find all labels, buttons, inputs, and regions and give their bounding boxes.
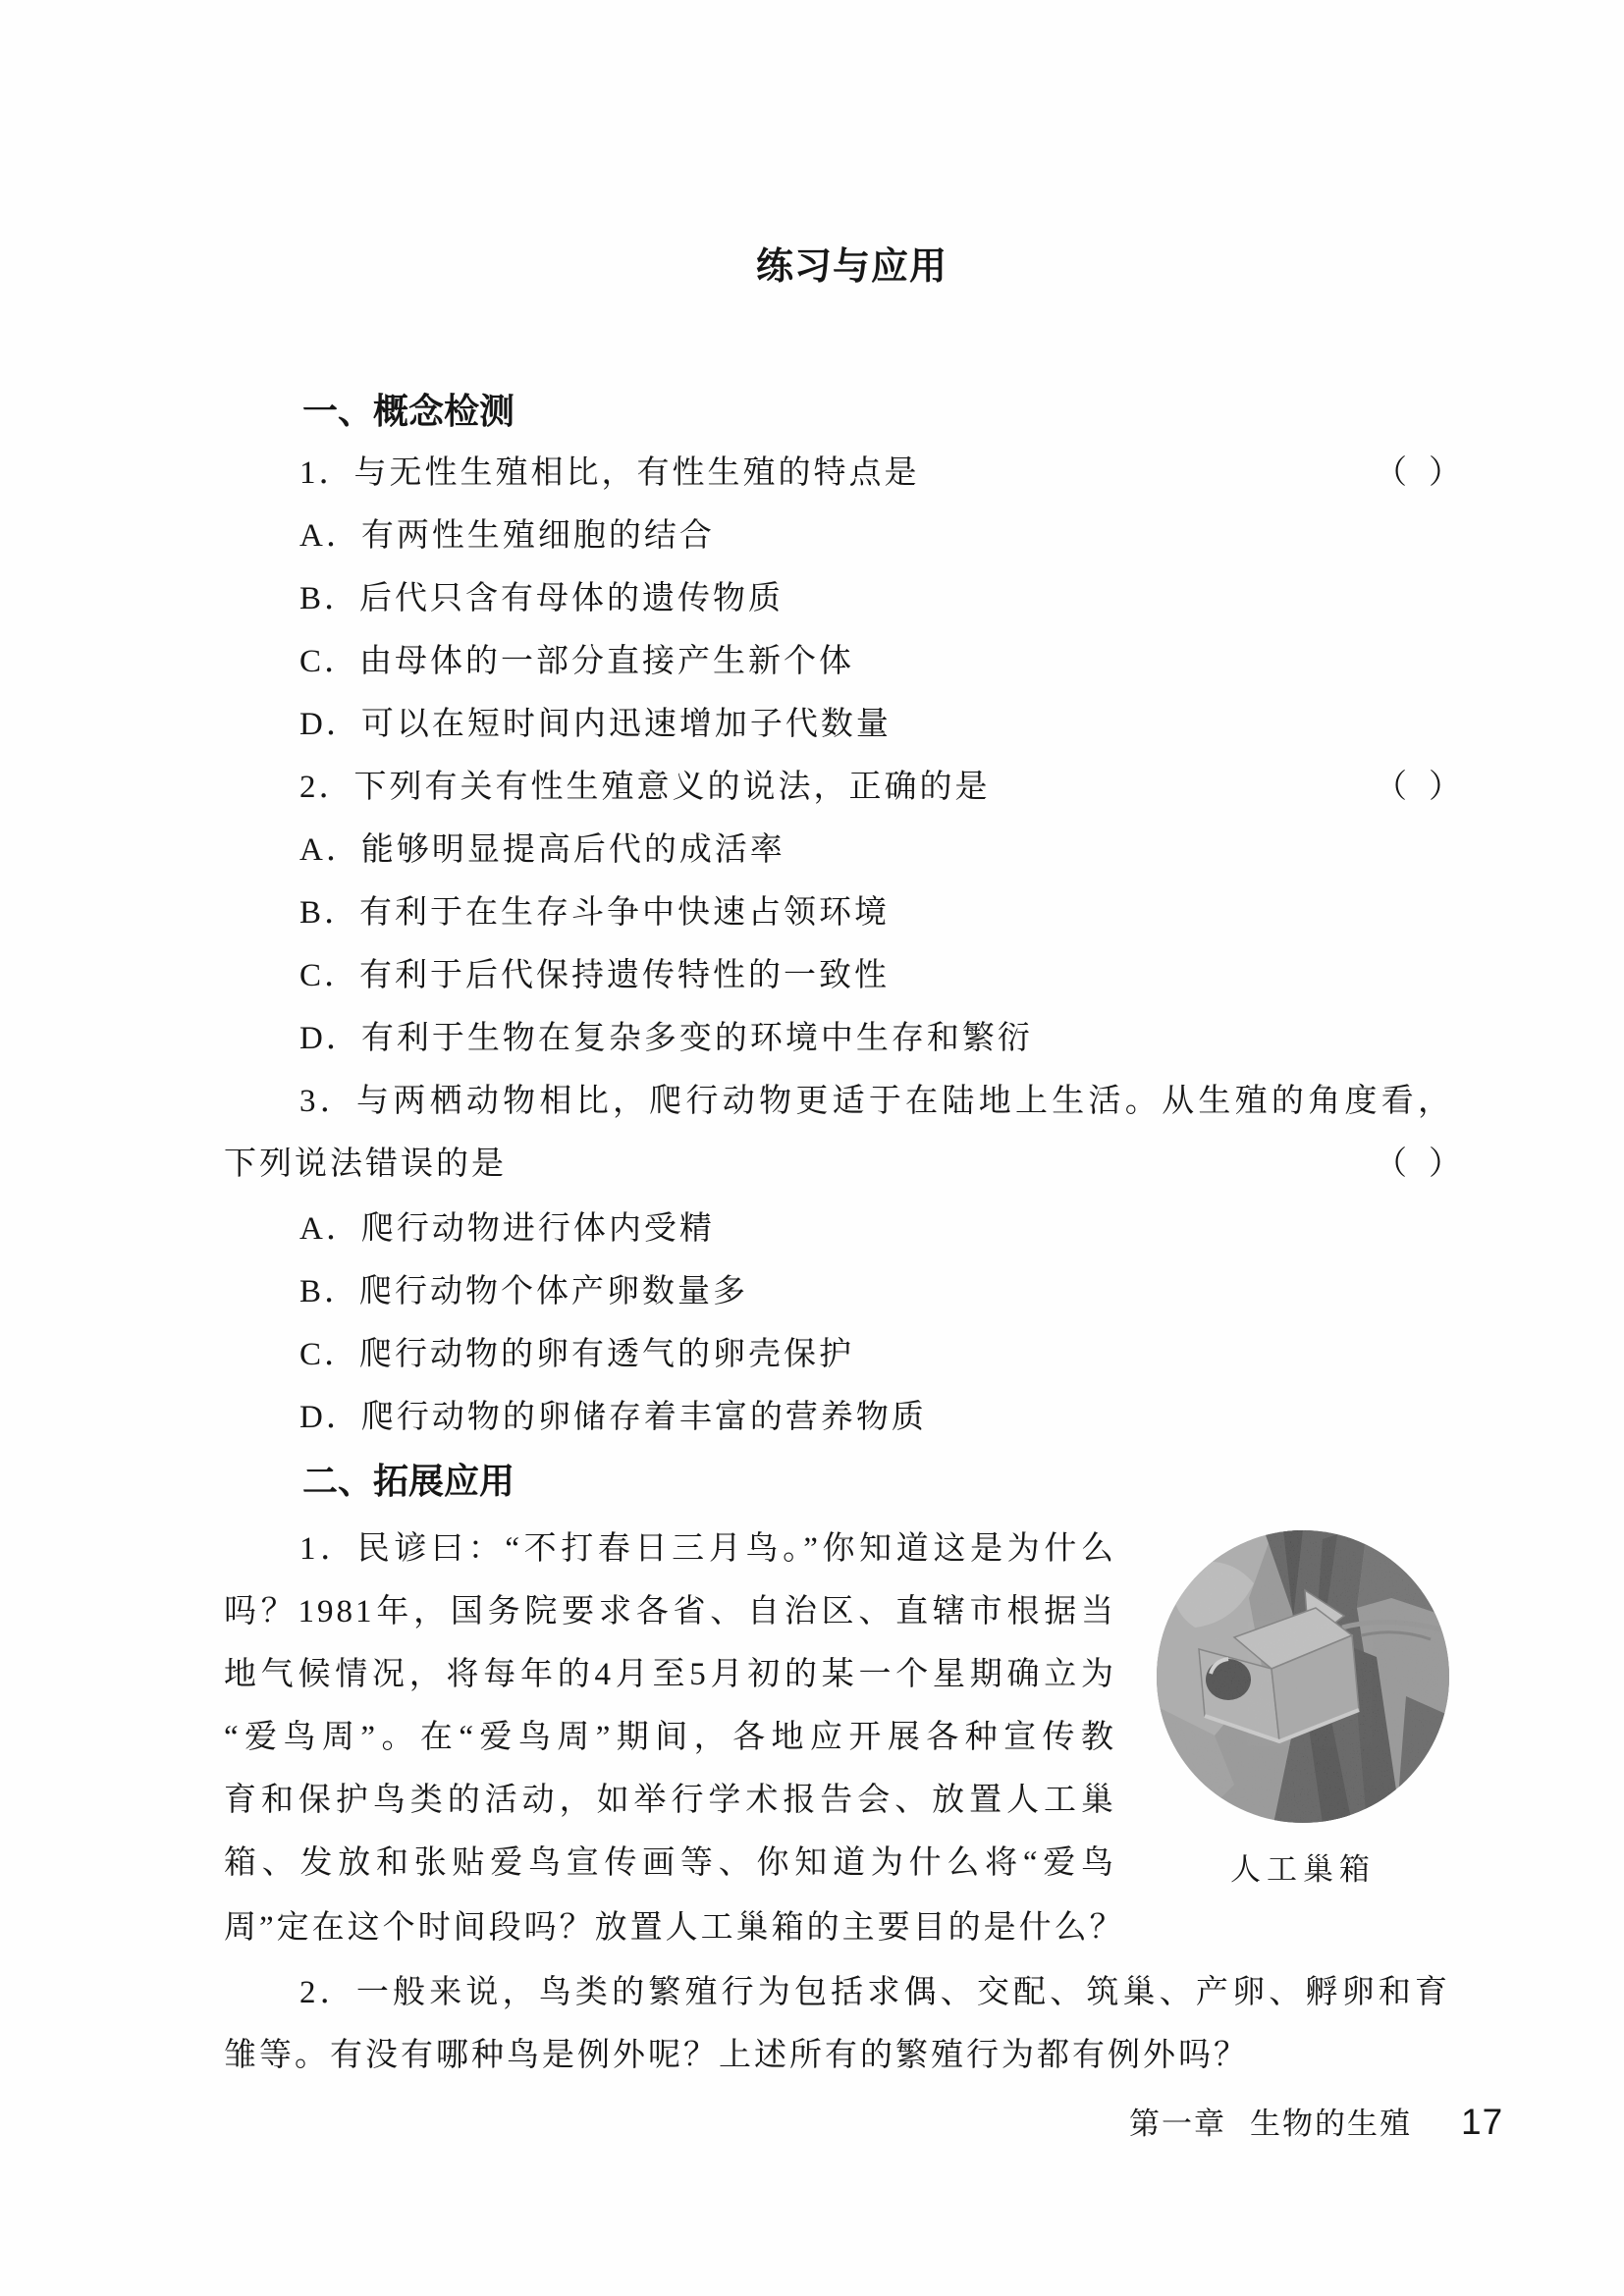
answer-bracket-q3 xyxy=(1375,1145,1461,1184)
paragraph-1-line-3: 地气候情况，将每年的4月至5月初的某一个星期确立为 xyxy=(224,1657,1116,1692)
paragraph-1-line-2: 吗？1981年，国务院要求各省、自治区、直辖市根据当 xyxy=(224,1594,1116,1629)
paragraph-1-line-6: 箱、发放和张贴爱鸟宣传画等、你知道为什么将“爱鸟 xyxy=(224,1845,1116,1881)
question-2-option-a: A．能够明显提高后代的成活率 xyxy=(299,832,785,868)
paragraph-1-line-1: 1．民谚曰：“不打春日三月鸟。”你知道这是为什么 xyxy=(299,1531,1116,1567)
question-1-option-a: A．有两性生殖细胞的结合 xyxy=(299,518,715,554)
section-1-heading: 一、概念检测 xyxy=(302,391,515,431)
bracket-close: ） xyxy=(1429,770,1461,805)
page-footer xyxy=(1129,2103,1503,2144)
bracket-close: ） xyxy=(1429,1147,1461,1182)
paragraph-2-line-2: 雏等。有没有哪种鸟是例外呢？上述所有的繁殖行为都有例外吗？ xyxy=(224,2038,1249,2073)
paragraph-2-line-1: 2．一般来说，鸟类的繁殖行为包括求偶、交配、筑巢、产卵、孵卵和育 xyxy=(299,1975,1450,2010)
question-3-option-d: D．爬行动物的卵储存着丰富的营养物质 xyxy=(299,1400,927,1435)
section-2-heading: 二、拓展应用 xyxy=(302,1461,515,1501)
bracket-open: （ xyxy=(1375,455,1407,491)
question-1-option-c: C．由母体的一部分直接产生新个体 xyxy=(299,644,855,679)
bracket-open: （ xyxy=(1375,770,1407,805)
footer-page-number: 17 xyxy=(1461,2102,1504,2142)
page-title: 练习与应用 xyxy=(756,246,948,288)
question-2-stem: 2．下列有关有性生殖意义的说法，正确的是 xyxy=(299,770,991,805)
question-1-option-b: B．后代只含有母体的遗传物质 xyxy=(299,581,785,616)
bracket-close: ） xyxy=(1429,455,1461,491)
question-2-option-c: C．有利于后代保持遗传特性的一致性 xyxy=(299,958,891,993)
footer-chapter-title: 生物的生殖 xyxy=(1250,2107,1412,2141)
question-3-stem-line-1: 3．与两栖动物相比，爬行动物更适于在陆地上生活。从生殖的角度看， xyxy=(299,1084,1453,1119)
nest-box-photo xyxy=(1156,1529,1450,1824)
question-3-option-b: B．爬行动物个体产卵数量多 xyxy=(299,1274,749,1309)
answer-bracket-q1 xyxy=(1375,454,1461,493)
nest-box-photo-image xyxy=(1156,1529,1450,1824)
question-1-option-d: D．可以在短时间内迅速增加子代数量 xyxy=(299,707,892,742)
paragraph-1-line-7: 周”定在这个时间段吗？放置人工巢箱的主要目的是什么？ xyxy=(224,1910,1125,1946)
question-3-option-c: C．爬行动物的卵有透气的卵壳保护 xyxy=(299,1337,855,1372)
question-2-option-d: D．有利于生物在复杂多变的环境中生存和繁衍 xyxy=(299,1021,1033,1056)
question-1-stem: 1．与无性生殖相比，有性生殖的特点是 xyxy=(299,455,920,491)
figure-caption: 人工巢箱 xyxy=(1230,1852,1376,1887)
question-3-stem-line-2: 下列说法错误的是 xyxy=(224,1147,507,1182)
paragraph-1-line-5: 育和保护鸟类的活动，如举行学术报告会、放置人工巢 xyxy=(224,1783,1116,1818)
question-3-option-a: A．爬行动物进行体内受精 xyxy=(299,1211,715,1247)
bracket-open: （ xyxy=(1375,1147,1407,1182)
paragraph-1-line-4: “爱鸟周”。在“爱鸟周”期间，各地应开展各种宣传教 xyxy=(224,1720,1116,1755)
footer-chapter: 第一章 xyxy=(1129,2107,1226,2141)
question-2-option-b: B．有利于在生存斗争中快速占领环境 xyxy=(299,895,891,931)
answer-bracket-q2 xyxy=(1375,768,1461,807)
